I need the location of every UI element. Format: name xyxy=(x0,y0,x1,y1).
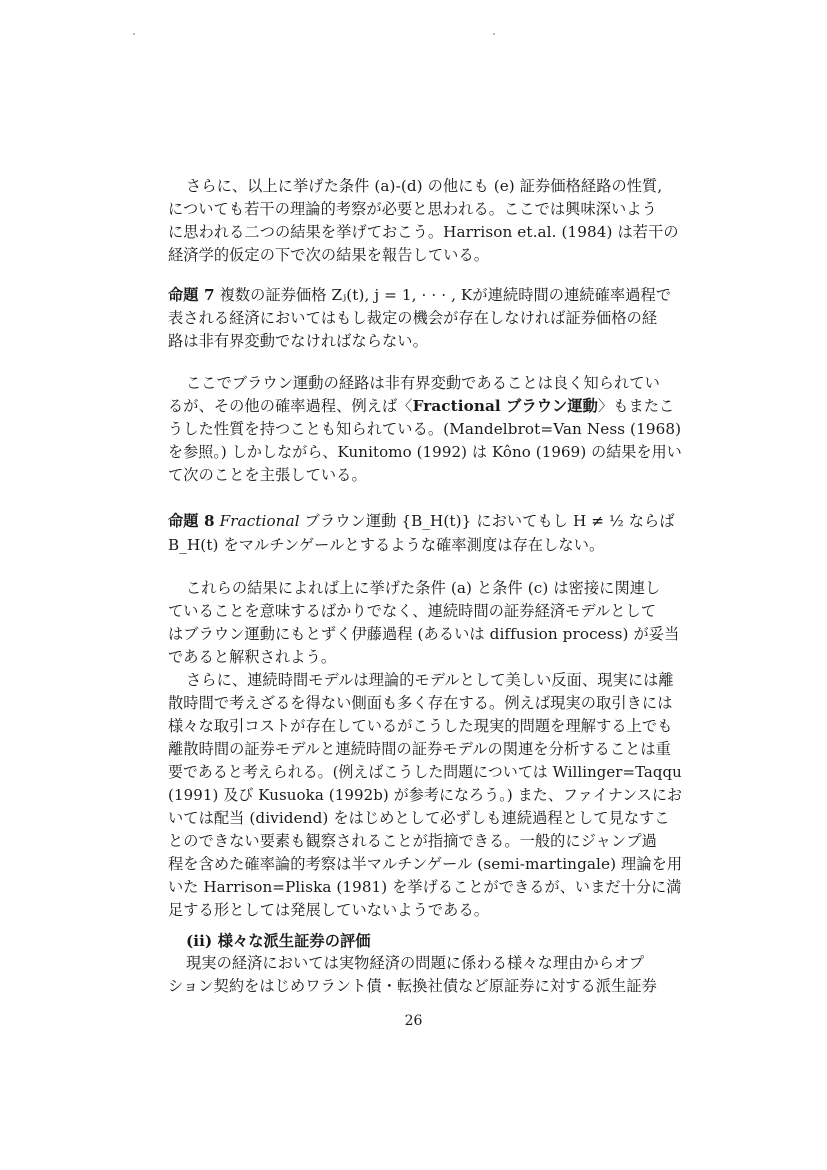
text-line: であると解釈されよう。 xyxy=(168,648,337,666)
text-line: についても若干の理論的考察が必要と思われる。ここでは興味深いよう xyxy=(168,200,657,218)
text-line: 現実の経済においては実物経済の問題に係わる様々な理由からオプ xyxy=(186,954,645,972)
text-line xyxy=(168,396,674,416)
text-segment: るが、その他の確率過程、例えば〈 xyxy=(168,397,413,415)
text-line: て次のことを主張している。 xyxy=(168,466,367,484)
text-line: を参照。) しかしながら、Kunitomo (1992) は Kôno (1969) の結果を用い xyxy=(168,443,682,461)
text-line: 程を含めた確率論的考察は半マルチンゲール (semi-martingale) 理論を用 xyxy=(168,855,683,873)
text-line: これらの結果によれば上に挙げた条件 (a) と条件 (c) は密接に関連し xyxy=(186,579,661,597)
scan-speck xyxy=(493,33,495,35)
text-line: いては配当 (dividend) をはじめとして必ずしも連続過程として見なすこ xyxy=(168,809,670,827)
text-line: 散時間で考えざるを得ない側面も多く存在する。例えば現実の取引きには xyxy=(168,694,673,712)
proposition-label: 命題 8 xyxy=(168,512,215,530)
text-line: ここでブラウン運動の経路は非有界変動であることは良く知られてい xyxy=(186,374,660,392)
section-heading: (ii) 様々な派生証券の評価 xyxy=(186,932,371,950)
term-fractional: Fractional xyxy=(219,512,300,530)
text-line: うした性質を持つことも知られている。(Mandelbrot=Van Ness (1968) xyxy=(168,420,682,438)
text-line: とのできない要素も観察されることが指摘できる。一般的にジャンプ過 xyxy=(168,832,657,850)
text-line: に思われる二つの結果を挙げておこう。Harrison et.al. (1984) は若干の xyxy=(168,223,679,241)
text-line: さらに、以上に挙げた条件 (a)-(d) の他にも (e) 証券価格経路の性質, xyxy=(186,177,663,195)
text-line: ていることを意味するばかりでなく、連続時間の証券経済モデルとして xyxy=(168,602,657,620)
page-number: 26 xyxy=(404,1013,423,1029)
term-fractional-brownian: Fractional ブラウン運動 xyxy=(412,397,598,415)
text-line: 経済学的仮定の下で次の結果を報告している。 xyxy=(168,246,490,264)
text-line: B_H(t) をマルチンゲールとするような確率測度は存在しない。 xyxy=(168,536,605,554)
text-line: 要であると考えられる。(例えばこうした問題については Willinger=Taqqu xyxy=(168,763,682,781)
proposition-label: 命題 7 xyxy=(168,286,215,304)
text-line: ション契約をはじめワラント債・転換社債など原証券に対する派生証券 xyxy=(168,977,657,995)
text-line: いた Harrison=Pliska (1981) を挙げることができるが、いまだ十分に満 xyxy=(168,878,682,896)
scan-speck xyxy=(133,33,135,35)
text-line: さらに、連続時間モデルは理論的モデルとして美しい反面、現実には離 xyxy=(186,671,674,689)
proposition-text: ブラウン運動 {B_H(t)} においてもし H ≠ ½ ならば xyxy=(304,512,675,530)
text-segment: 〉もまたこ xyxy=(597,397,675,415)
text-line: 離散時間の証券モデルと連続時間の証券モデルの関連を分析することは重 xyxy=(168,740,671,758)
proposition-text: 複数の証券価格 Zⱼ(t), j = 1, · · · , Kが連続時間の連続確率過程で xyxy=(219,286,672,304)
text-line: はブラウン運動にもとずく伊藤過程 (あるいは diffusion process) が妥当 xyxy=(168,625,680,643)
text-line xyxy=(168,511,675,531)
text-line: 路は非有界変動でなければならない。 xyxy=(168,332,428,350)
text-line: 表される経済においてはもし裁定の機会が存在しなければ証券価格の経 xyxy=(168,309,658,327)
text-line: 様々な取引コストが存在しているがこうした現実的問題を理解する上でも xyxy=(168,717,673,735)
text-line xyxy=(168,285,671,305)
text-line: (1991) 及び Kusuoka (1992b) が参考になろう。) また、ファイナンスにお xyxy=(168,786,683,804)
text-line: 足する形としては発展していないようである。 xyxy=(168,901,490,919)
